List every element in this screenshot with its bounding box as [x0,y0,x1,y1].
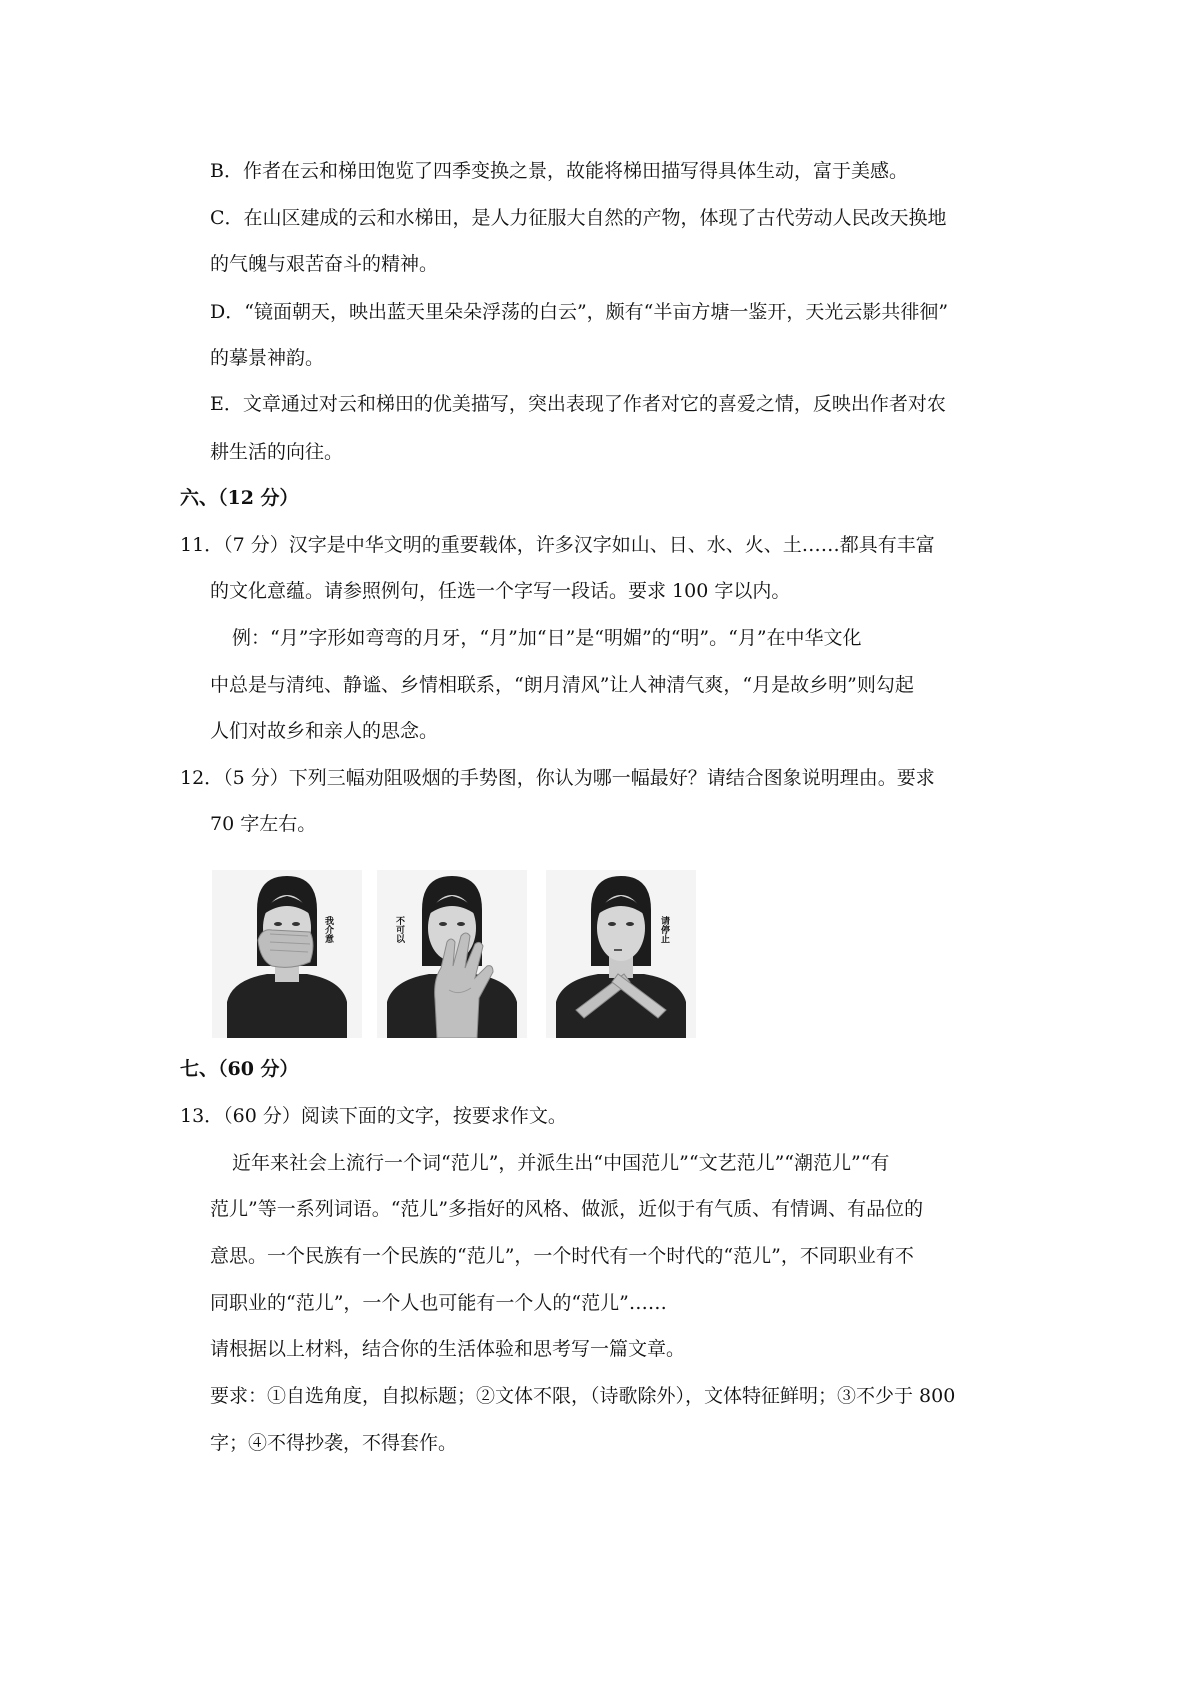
q11-line-1: 11．（7 分）汉字是中华文明的重要载体，许多汉字如山、日、水、火、土……都具有丰富 [180,534,935,556]
section-6-heading: 六、（12 分） [180,487,299,509]
option-b: B．作者在云和梯田饱览了四季变换之景，故能将梯田描写得具体生动，富于美感。 [210,160,908,182]
q13-requirements-line-2: 字；④不得抄袭，不得套作。 [210,1432,458,1454]
gesture-label-2: 不可以 [394,916,404,943]
person-crossed-hands-icon [546,870,696,1038]
gesture-figure-2 [377,870,527,1038]
option-e-line-2: 耕生活的向往。 [210,441,344,463]
section-7-heading: 七、（60 分） [180,1058,299,1080]
q12-line-2: 70 字左右。 [210,813,317,835]
q13-line-1: 13．（60 分）阅读下面的文字，按要求作文。 [180,1105,567,1127]
option-c-line-2: 的气魄与艰苦奋斗的精神。 [210,253,439,275]
gesture-figure-1 [212,870,362,1038]
q11-example-line-3: 人们对故乡和亲人的思念。 [210,720,439,742]
person-covering-mouth-icon [212,870,362,1038]
person-stop-palm-icon [377,870,527,1038]
q13-paragraph-line-1: 近年来社会上流行一个词“范儿”，并派生出“中国范儿”“文艺范儿”“潮范儿”“有 [232,1152,890,1174]
q13-paragraph-line-4: 同职业的“范儿”，一个人也可能有一个人的“范儿”…… [210,1292,667,1314]
q11-line-2: 的文化意蕴。请参照例句，任选一个字写一段话。要求 100 字以内。 [210,580,791,602]
option-c-line-1: C．在山区建成的云和水梯田，是人力征服大自然的产物，体现了古代劳动人民改天换地 [210,207,947,229]
q11-example-line-1: 例：“月”字形如弯弯的月牙，“月”加“日”是“明媚”的“明”。“月”在中华文化 [232,627,862,649]
option-d-line-1: D．“镜面朝天，映出蓝天里朵朵浮荡的白云”，颇有“半亩方塘一鉴开，天光云影共徘徊” [210,301,949,323]
gesture-label-3: 请停止 [659,916,669,943]
q13-requirements-line-1: 要求：①自选角度，自拟标题；②文体不限，（诗歌除外），文体特征鲜明；③不少于 800 [210,1385,956,1407]
q13-paragraph-line-3: 意思。一个民族有一个民族的“范儿”，一个时代有一个时代的“范儿”，不同职业有不 [210,1245,914,1267]
q13-paragraph-line-2: 范儿”等一系列词语。“范儿”多指好的风格、做派，近似于有气质、有情调、有品位的 [210,1198,924,1220]
q13-instruction: 请根据以上材料，结合你的生活体验和思考写一篇文章。 [210,1338,686,1360]
q12-line-1: 12．（5 分）下列三幅劝阻吸烟的手势图，你认为哪一幅最好？请结合图象说明理由。要求 [180,767,935,789]
option-d-line-2: 的摹景神韵。 [210,347,325,369]
gesture-figures [212,870,704,1038]
option-e-line-1: E．文章通过对云和梯田的优美描写，突出表现了作者对它的喜爱之情，反映出作者对农 [210,393,946,415]
q11-example-line-2: 中总是与清纯、静谧、乡情相联系，“朗月清风”让人神清气爽，“月是故乡明”则勾起 [210,674,914,696]
gesture-figure-3 [546,870,696,1038]
gesture-label-1: 我介意 [323,916,333,943]
